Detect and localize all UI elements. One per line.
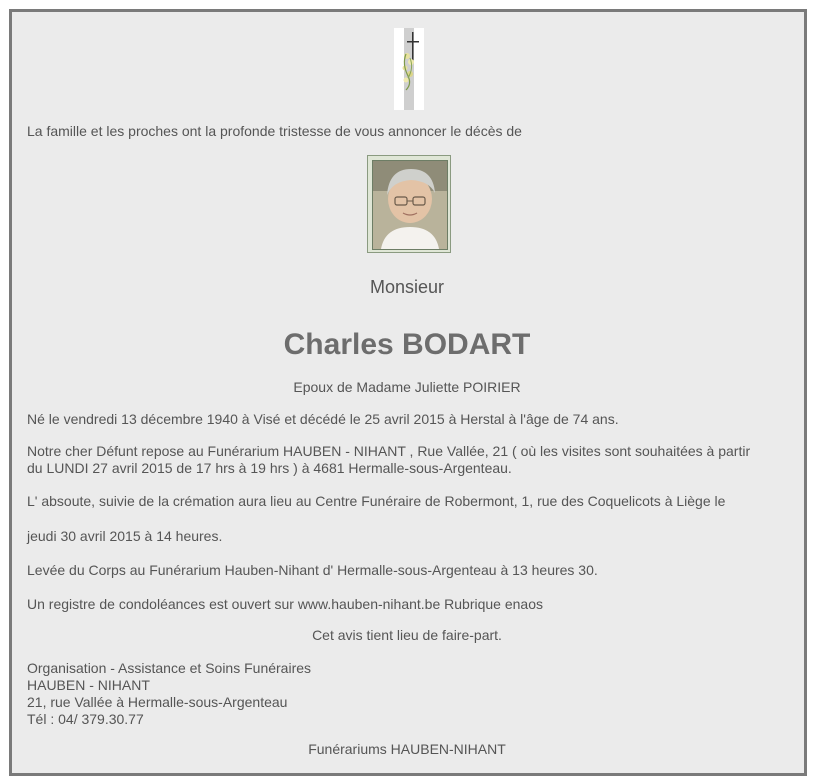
intro-text: La famille et les proches ont la profonde tristesse de vous annoncer le décès de xyxy=(27,123,522,139)
honorific-title: Monsieur xyxy=(369,277,445,297)
organisation-line-3: 21, rue Vallée à Hermalle-sous-Argenteau xyxy=(27,694,288,710)
organisation-line-1: Organisation - Assistance et Soins Funéraires xyxy=(27,660,312,676)
absoute-text: L' absoute, suivie de la crémation aura lieu au Centre Funéraire de Robermont, 1, rue des Coquelicots à Liège le xyxy=(27,493,726,509)
deceased-name: Charles BODART xyxy=(283,328,531,361)
organisation-phone: Tél : 04/ 379.30.77 xyxy=(27,711,144,727)
registre-text: Un registre de condoléances est ouvert sur www.hauben-nihant.be Rubrique enaos xyxy=(27,596,543,612)
birth-death-text: Né le vendredi 13 décembre 1940 à Visé et décédé le 25 avril 2015 à Herstal à l'âge de 74 ans. xyxy=(27,411,619,427)
visitation-line-1: Notre cher Défunt repose au Funérarium HAUBEN - NIHANT , Rue Vallée, 21 ( où les visites sont souhaitées à partir xyxy=(27,443,751,459)
portrait-photo xyxy=(367,155,451,253)
faire-part-text: Cet avis tient lieu de faire-part. xyxy=(312,627,502,643)
levee-text: Levée du Corps au Funérarium Hauben-Nihant d' Hermalle-sous-Argenteau à 13 heures 30. xyxy=(27,562,598,578)
spouse-text: Epoux de Madame Juliette POIRIER xyxy=(293,379,521,395)
organisation-line-2: HAUBEN - NIHANT xyxy=(27,677,150,693)
obituary-frame xyxy=(9,9,807,776)
visitation-line-2: du LUNDI 27 avril 2015 de 17 hrs à 19 hrs ) à 4681 Hermalle-sous-Argenteau. xyxy=(27,460,512,476)
footer-text: Funérariums HAUBEN-NIHANT xyxy=(308,741,506,757)
absoute-date: jeudi 30 avril 2015 à 14 heures. xyxy=(27,528,223,544)
cross-flowers-image xyxy=(394,28,424,110)
